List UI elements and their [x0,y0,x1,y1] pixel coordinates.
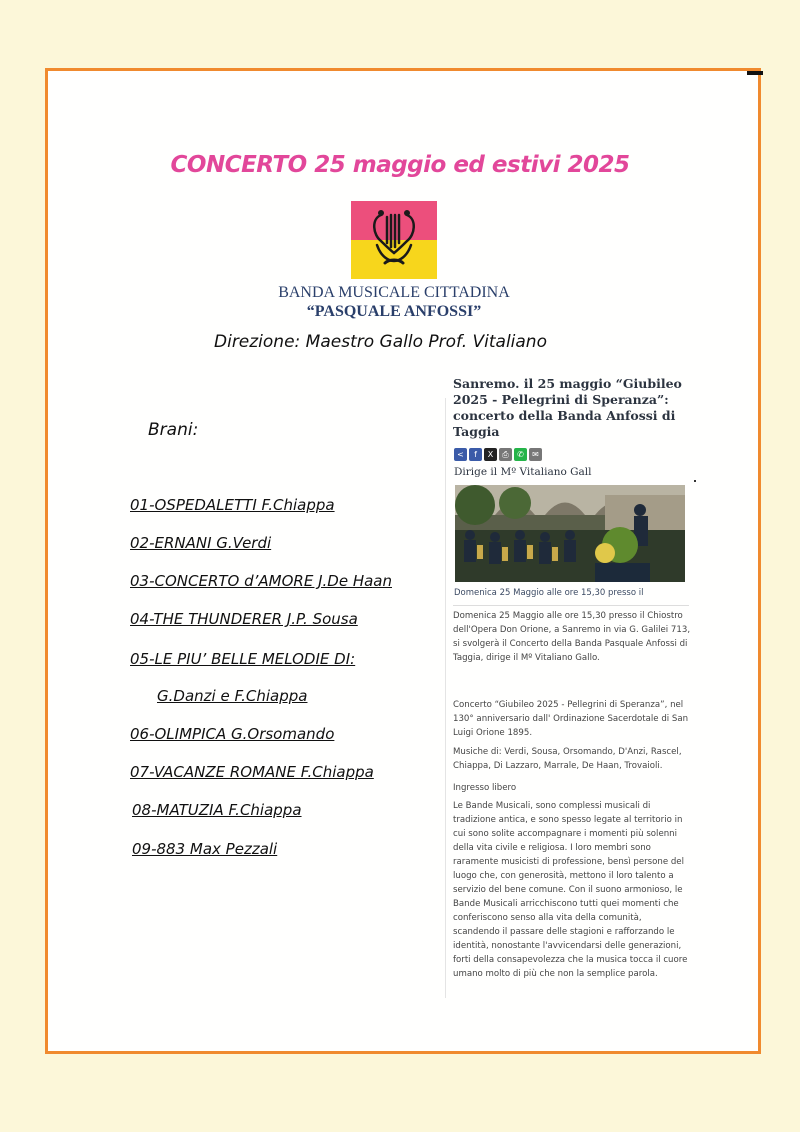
track-item: 08-MATUZIA F.Chiappa [132,801,302,819]
track-item: 07-VACANZE ROMANE F.Chiappa [130,763,374,781]
page-title: CONCERTO 25 maggio ed estivi 2025 [170,152,630,178]
band-name [0,283,788,321]
track-item: 02-ERNANI G.Verdi [130,534,272,552]
article-subtitle: Dirige il Mº Vitaliano Gall [454,466,592,478]
track-item: 01-OSPEDALETTI F.Chiappa [130,496,335,514]
photo-caption: Domenica 25 Maggio alle ore 15,30 presso il [454,588,644,598]
scan-speck [694,480,696,482]
direction-line: Direzione: Maestro Gallo Prof. Vitaliano [214,332,547,352]
concert-photo [455,485,685,582]
pieces-label: Brani: [148,420,199,440]
print-icon: ⎙ [499,448,512,461]
x-icon: X [484,448,497,461]
band-name-line1: BANDA MUSICALE CITTADINA [278,284,510,301]
track-item: 09-883 Max Pezzali [132,840,278,858]
track-item: G.Danzi e F.Chiappa [157,687,308,705]
article-title: Sanremo. il 25 maggio “Giubileo 2025 - Pellegrini di Speranza”: concerto della Banda Anfossi di Taggia [453,376,682,439]
email-icon: ✉ [529,448,542,461]
track-item: 06-OLIMPICA G.Orsomando [130,725,335,743]
article-paragraph: Le Bande Musicali, sono complessi musicali di tradizione antica, e sono spesso legate al territorio in cui sono solite accompagnare i momenti più solenni della vita civile e religiosa. I loro membri sono raramente musicisti di professione, bensì persone del luogo che, con generosità, mettono il loro talento a servizio del bene comune. Con il suono armonioso, le Bande Musicali arricchiscono tutti quei momenti che conferiscono senso alla vita della comunità, scandendo il passare delle stagioni e rafforzando le identità, nonostante l'avvicendarsi delle generazioni, forti della consapevolezza che la musica tocca il cuore umano molto di più che non la semplice parola. [453,801,688,979]
article-paragraph: Musiche di: Verdi, Sousa, Orsomando, D'Anzi, Rascel, Chiappa, Di Lazzaro, Marrale, De Haan, Trovaioli. [453,747,682,771]
news-clipping [445,368,690,1000]
article-paragraph: Concerto “Giubileo 2025 - Pellegrini di Speranza”, nel 130° anniversario dall' Ordinazione Sacerdotale di San Luigi Orione 1895. [453,700,689,738]
article-paragraph: Domenica 25 Maggio alle ore 15,30 presso il Chiostro dell'Opera Don Orione, a Sanremo in via G. Galilei 713, si svolgerà il Concerto della Banda Pasquale Anfossi di Taggia, dirige il Mº Vitaliano Gallo. [453,611,691,663]
share-bar [454,448,542,461]
scan-mark [747,71,763,75]
band-logo [351,201,437,279]
track-item: 04-THE THUNDERER J.P. Sousa [130,610,358,628]
whatsapp-icon: ✆ [514,448,527,461]
article-paragraph: Ingresso libero [453,783,517,793]
facebook-icon: f [469,448,482,461]
share-icon: < [454,448,467,461]
track-item: 05-LE PIU’ BELLE MELODIE DI: [130,650,356,668]
track-item: 03-CONCERTO d’AMORE J.De Haan [130,572,392,590]
band-name-line2: “PASQUALE ANFOSSI” [306,303,482,320]
lyre-icon [351,201,437,279]
